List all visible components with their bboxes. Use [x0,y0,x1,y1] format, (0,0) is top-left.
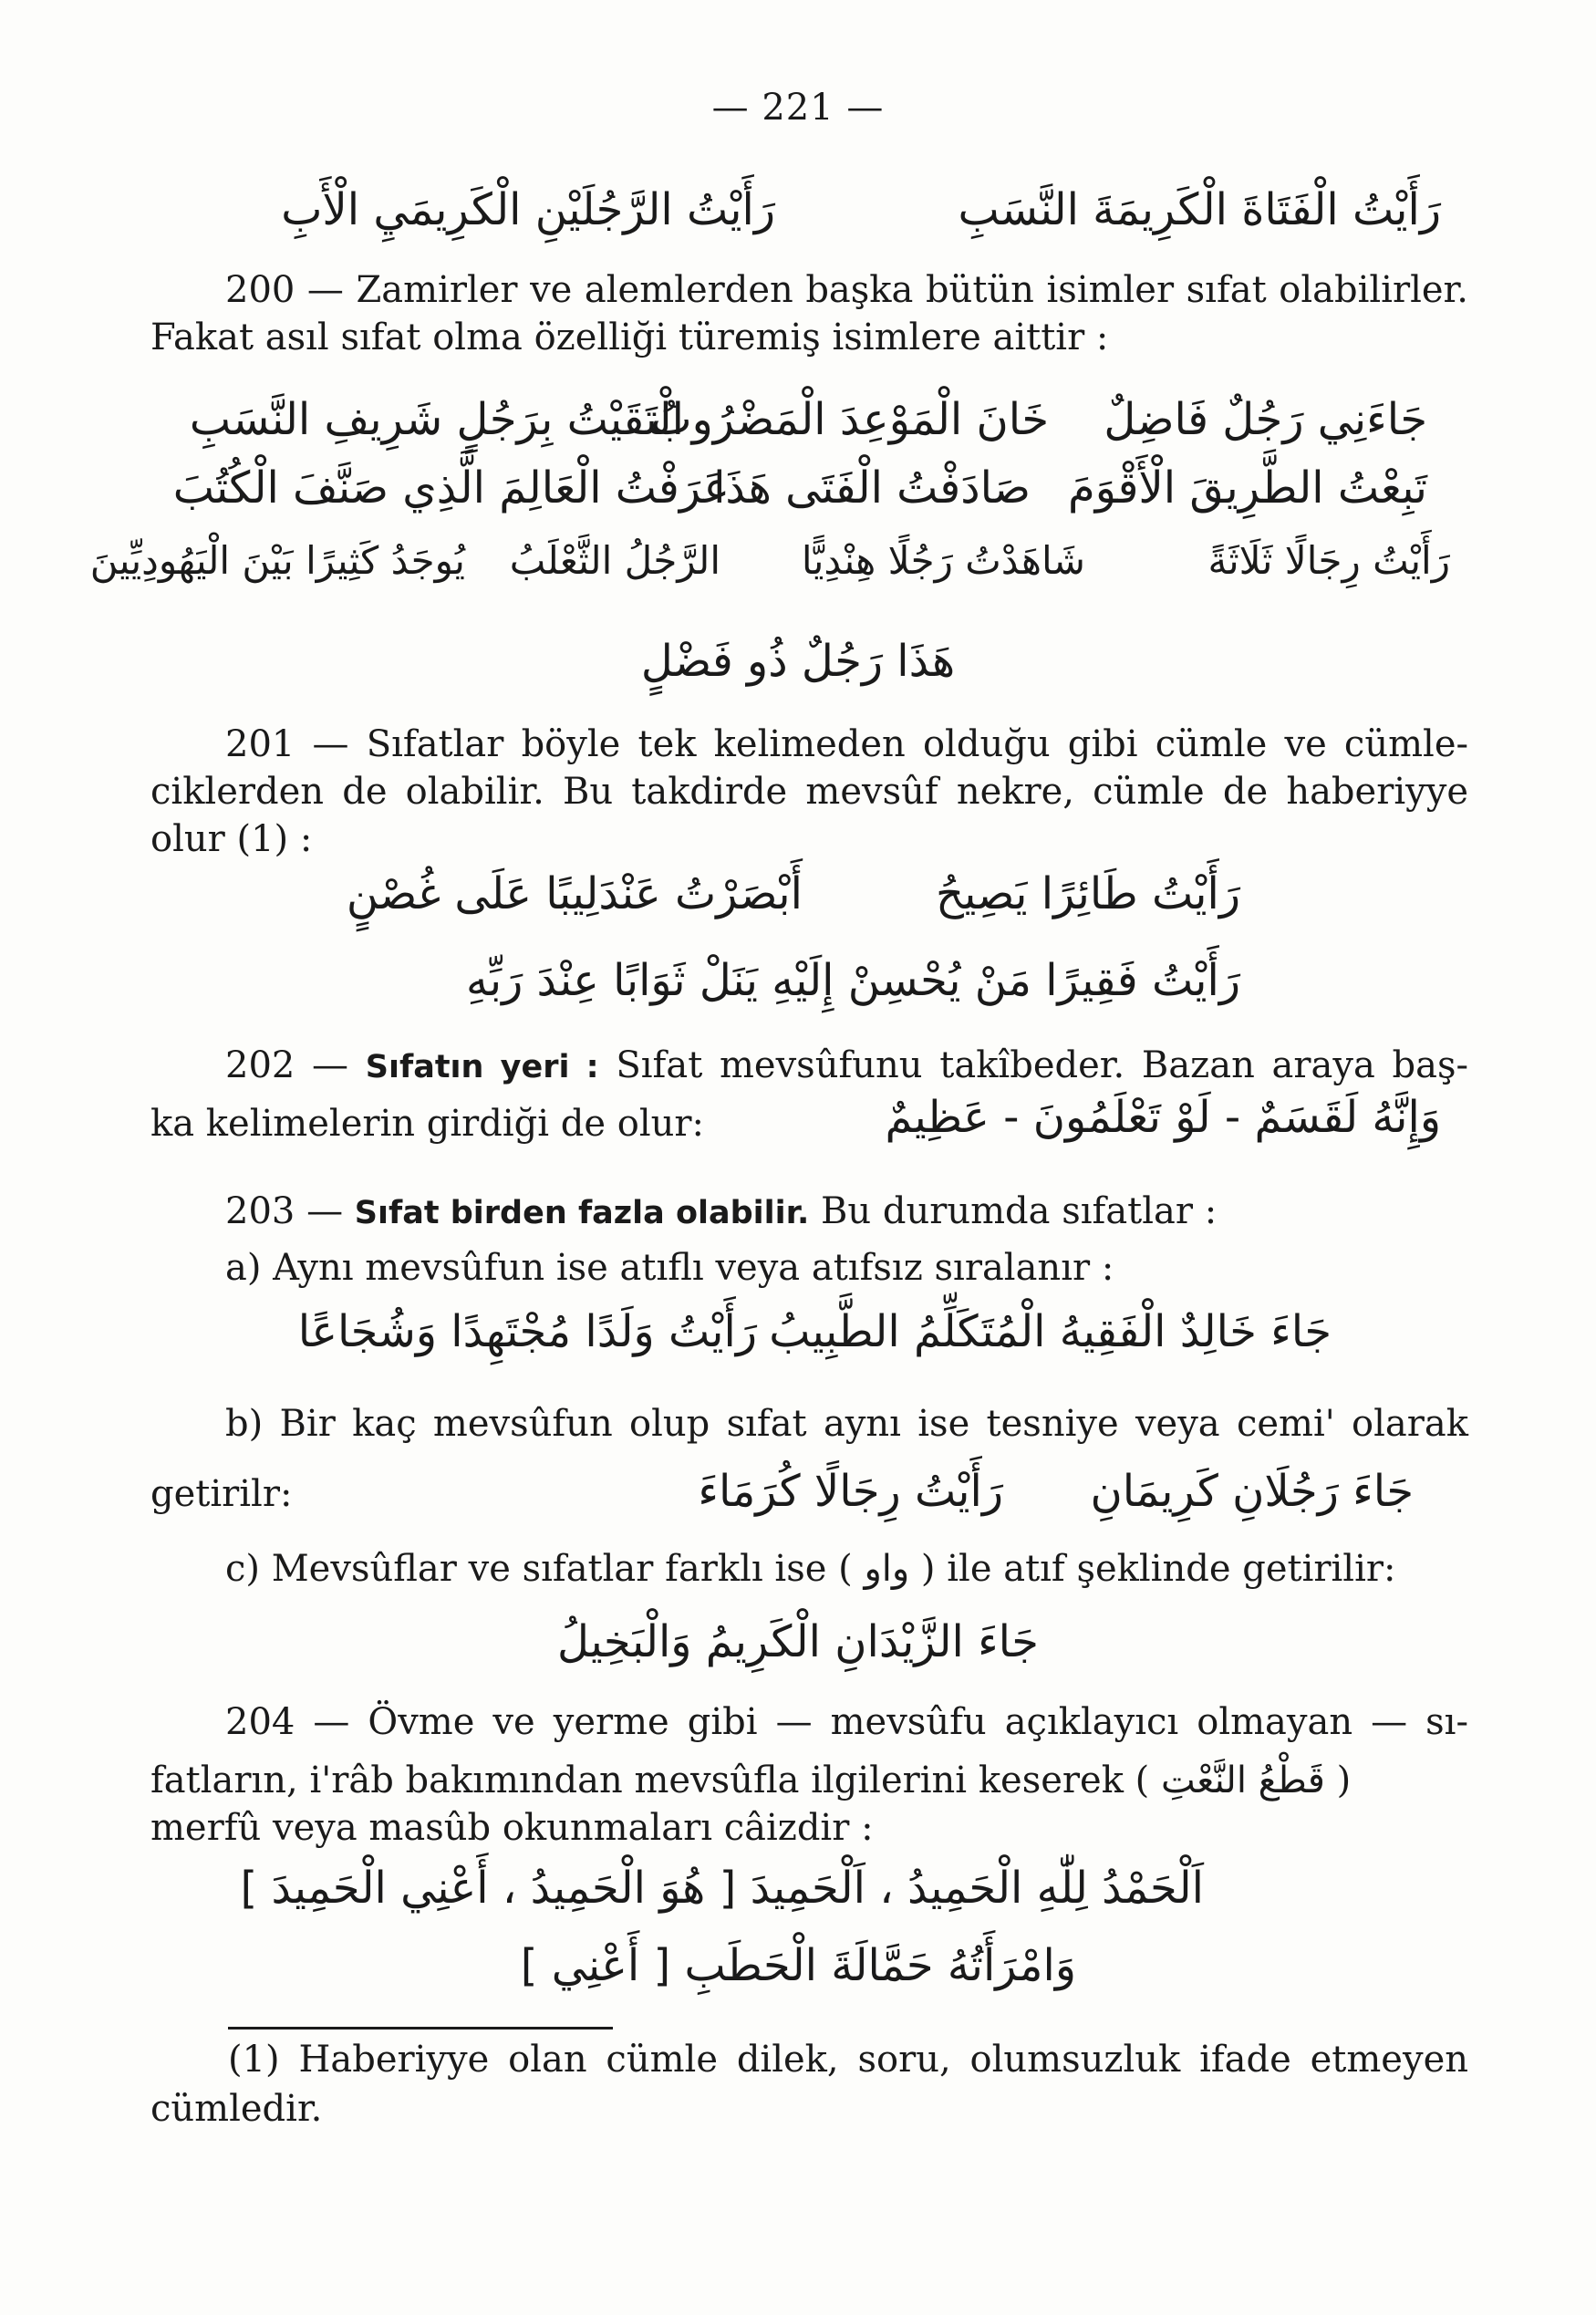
page-number: — 221 — [711,87,885,129]
arabic-example: رَأَيْتُ الرَّجُلَيْنِ الْكَرِيمَيِ الْأَبِ [281,184,775,235]
section-number: 202 — [225,1044,349,1086]
section-text: Bu durumda sıfatlar : [820,1190,1218,1232]
section-202-line [150,1042,1468,1091]
arabic-example: شَاهَدْتُ رَجُلًا هِنْدِيًّا [801,538,1085,583]
arabic-example: جَاءَ رَجُلَانِ كَرِيمَانِ [1090,1466,1414,1517]
arabic-example: رَأَيْتُ وَلَدًا مُجْتَهِدًا وَشُجَاعًا [297,1306,757,1357]
section-200-line: 200 — Zamirler ve alemlerden başka bütün isimler sıfat olabilirler. [225,269,1468,311]
arabic-example: أَبْصَرْتُ عَنْدَلِيبًا عَلَى غُصْنٍ [346,868,803,919]
item-c [150,1545,1468,1593]
section-203-line [150,1188,1468,1237]
section-text: ) [1336,1760,1352,1801]
arabic-example: رَأَيْتُ رِجَالًا كُرَمَاءَ [698,1466,1003,1517]
arabic-example: رَأَيْتُ فَقِيرًا مَنْ يُحْسِنْ إِلَيْهِ يَنَلْ ثَوَابًا عِنْدَ رَبِّهِ [466,955,1240,1006]
section-201-line: olur (1) : [150,818,313,860]
arabic-term: قَطْعُ النَّعْتِ [1161,1760,1325,1801]
section-heading: Sıfat birden fazla olabilir. [354,1195,810,1231]
section-heading: Sıfatın yeri : [365,1049,599,1085]
item-c-text: c) Mevsûflar ve sıfatlar farklı ise ( [225,1548,853,1590]
item-b: getirilr: [150,1473,293,1515]
footnote-line: (1) Haberiyye olan cümle dilek, soru, olumsuzluk ifade etmeyen [228,2039,1468,2081]
arabic-example: جَاءَ خَالِدٌ الْفَقِيهُ الْمُتَكَلِّمُ الطَّبِيبُ [769,1306,1332,1357]
arabic-example: رَأَيْتُ الْفَتَاةَ الْكَرِيمَةَ النَّسَبِ [958,184,1441,235]
arabic-example: يُوجَدُ كَثِيرًا بَيْنَ الْيَهُودِيِّينَ [89,538,465,583]
arabic-example: عَرَفْتُ الْعَالِمَ الَّذِي صَنَّفَ الْكُتُبَ [172,462,730,514]
arabic-example: جَاءَنِي رَجُلٌ فَاضِلٌ [1104,394,1427,445]
arabic-example: صَادَفْتُ الْفَتَى هَذَا [713,462,1031,514]
section-201-line: 201 — Sıfatlar böyle tek kelimeden olduğu gibi cümle ve cümle- [225,723,1468,765]
footnote-line: cümledir. [150,2088,323,2130]
arabic-example: تَبِعْتُ الطَّرِيقَ الْأَقْوَمَ [1067,462,1427,514]
section-204-line: merfû veya masûb okunmaları câizdir : [150,1807,874,1849]
section-text: fatların, i'râb bakımından mevsûfla ilgilerini keserek ( [150,1760,1150,1801]
section-200-line: Fakat asıl sıfat olma özelliği türemiş isimlere aittir : [150,317,1109,358]
arabic-example: جَاءَ الزَّيْدَانِ الْكَرِيمُ وَالْبَخِيلُ [557,1616,1039,1667]
arabic-example: الْتَقَيْتُ بِرَجُلٍ شَرِيفِ النَّسَبِ [189,394,684,445]
section-204-line [150,1757,1468,1804]
item-b: b) Bir kaç mevsûfun olup sıfat aynı ise tesniye veya cemi' olarak [225,1403,1468,1445]
section-202-line: ka kelimelerin girdiği de olur: [150,1103,705,1145]
arabic-example: وَامْرَأَتُهُ حَمَّالَةَ الْحَطَبِ [ أَعْنِي ] [520,1940,1076,1991]
item-c-text: ) ile atıf şeklinde getirilir: [920,1548,1396,1590]
section-204-line: 204 — Övme ve yerme gibi — mevsûfu açıklayıcı olmayan — sı- [225,1701,1468,1743]
arabic-example: الرَّجُلُ الثَّعْلَبُ [509,538,720,583]
arabic-example: خَانَ الْمَوْعِدَ الْمَضْرُوبُ [650,394,1049,445]
footnote-rule [228,2027,613,2030]
section-number: 203 — [225,1190,344,1232]
arabic-term: واو [864,1548,910,1590]
item-a: a) Aynı mevsûfun ise atıflı veya atıfsız sıralanır : [225,1247,1114,1289]
arabic-example: اَلْحَمْدُ لِلّٰهِ الْحَمِيدُ ، اَلْحَمِيدَ [ هُوَ الْحَمِيدُ ، أَعْنِي الْحَمِيدَ ] [240,1863,1204,1914]
arabic-example: هَذَا رَجُلٌ ذُو فَضْلٍ [640,636,956,687]
section-201-line: ciklerden de olabilir. Bu takdirde mevsûf nekre, cümle de haberiyye [150,771,1468,813]
arabic-example: رَأَيْتُ رِجَالًا ثَلَاثَةً [1207,538,1450,583]
arabic-example: وَإِنَّهُ لَقَسَمٌ - لَوْ تَعْلَمُونَ - عَظِيمٌ [885,1092,1441,1143]
arabic-example: رَأَيْتُ طَائِرًا يَصِيحُ [936,868,1240,919]
section-text: Sıfat mevsûfunu takîbeder. Bazan araya baş- [616,1044,1469,1086]
